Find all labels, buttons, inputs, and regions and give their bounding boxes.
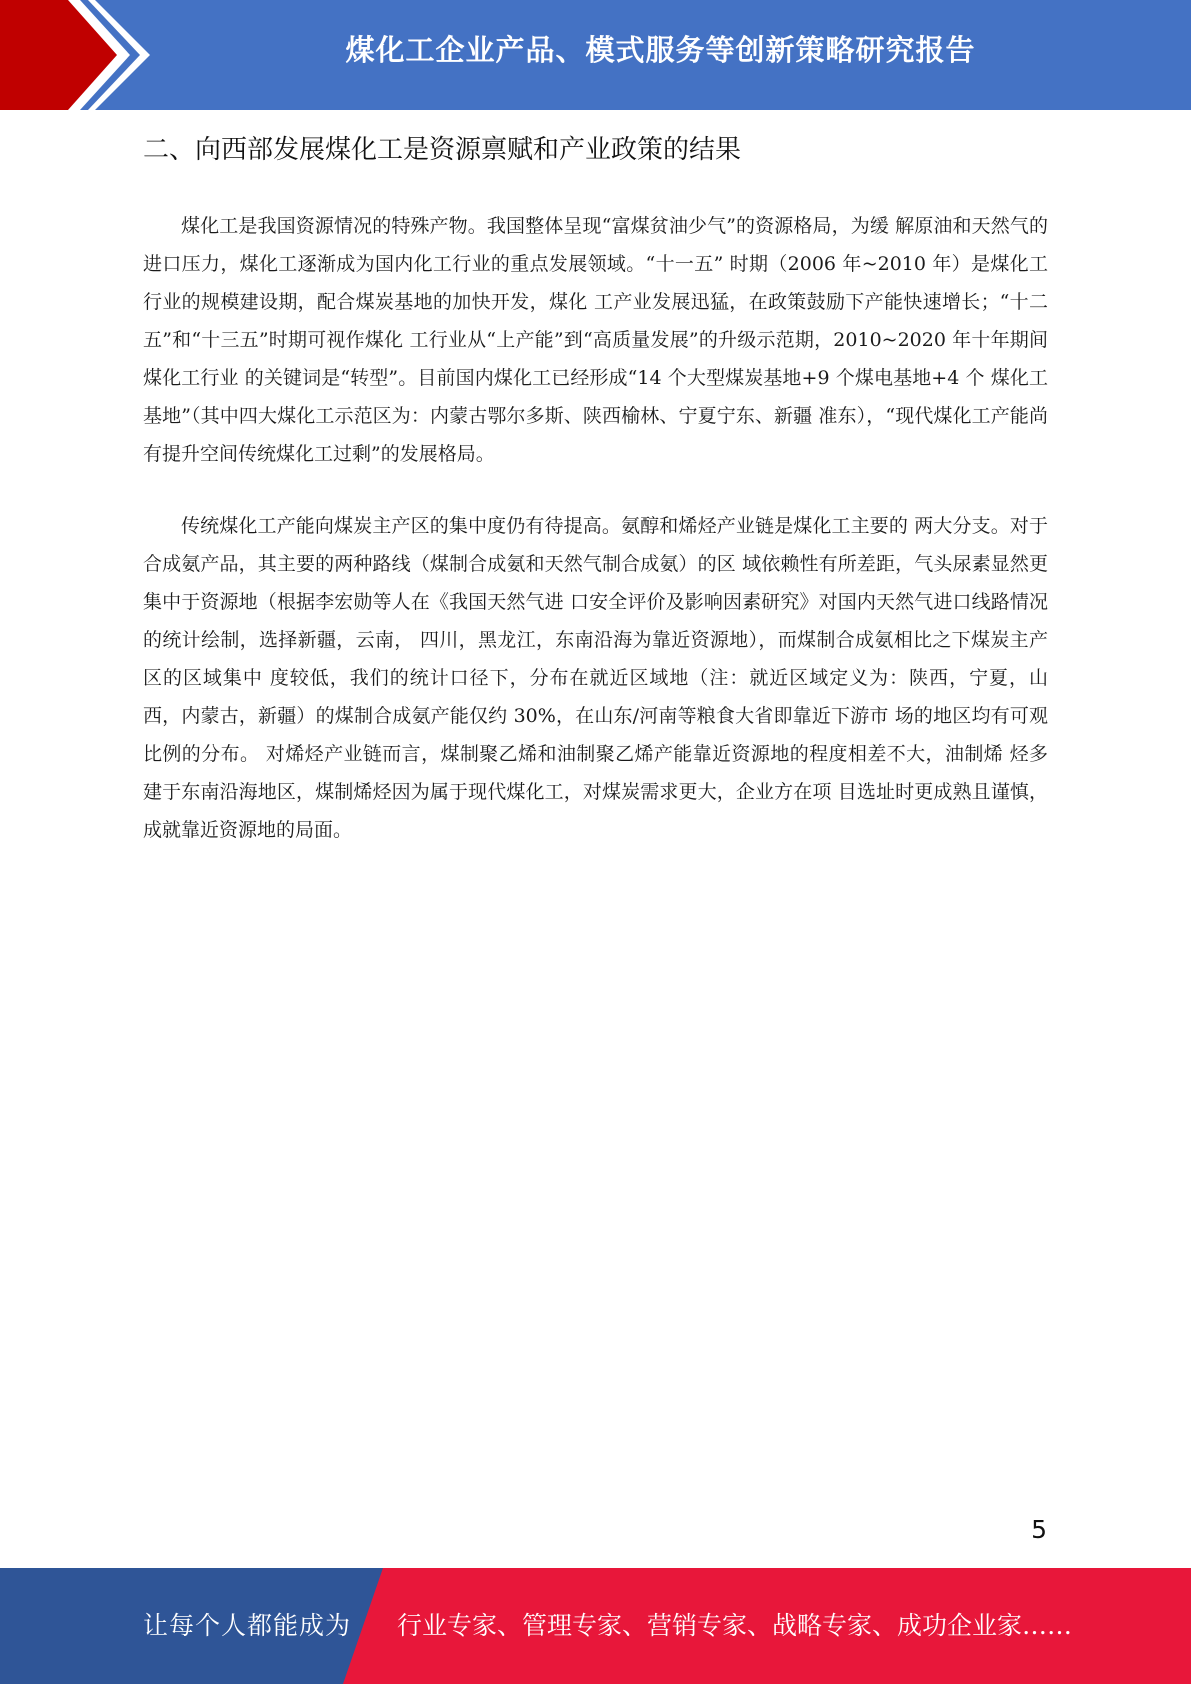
body-paragraph: 煤化工是我国资源情况的特殊产物。我国整体呈现“富煤贫油少气”的资源格局，为缓 解原油和天然气的进口压力，煤化工逐渐成为国内化工行业的重点发展领域。“十一五” 时期（2006 年~2010 年）是煤化工行业的规模建设期，配合煤炭基地的加快开发，煤化 工产业发展迅猛，在政策鼓励下产能快速增长；“十二五”和“十三五”时期可视作煤化 工行业从“上产能”到“高质量发展”的升级示范期，2010~2020 年十年期间煤化工行业 的关键词是“转型”。目前国内煤化工已经形成“14 个大型煤炭基地+9 个煤电基地+4 个 煤化工基地”（其中四大煤化工示范区为：内蒙古鄂尔多斯、陕西榆林、宁夏宁东、新疆 准东），“现代煤化工产能尚有提升空间传统煤化工过剩”的发展格局。 <box>143 215 1048 465</box>
page-number: 5 <box>1031 1515 1047 1544</box>
footer-banner <box>0 1568 1191 1684</box>
report-title: 煤化工企业产品、模式服务等创新策略研究报告 <box>345 33 976 67</box>
header-banner <box>0 0 1191 110</box>
main-content <box>143 125 1048 849</box>
footer-slogan-right: 行业专家、管理专家、营销专家、战略专家、成功企业家…… <box>397 1611 1073 1640</box>
footer-slogan-left: 让每个人都能成为 <box>143 1611 352 1640</box>
section-heading: 二、向西部发展煤化工是资源禀赋和产业政策的结果 <box>143 135 742 165</box>
body-paragraph: 传统煤化工产能向煤炭主产区的集中度仍有待提高。氨醇和烯烃产业链是煤化工主要的 两大分支。对于合成氨产品，其主要的两种路线（煤制合成氨和天然气制合成氨）的区 域依赖性有所差距，气头尿素显然更集中于资源地（根据李宏勋等人在《我国天然气进 口安全评价及影响因素研究》对国内天然气进口线路情况的统计绘制，选择新疆，云南， 四川，黑龙江，东南沿海为靠近资源地），而煤制合成氨相比之下煤炭主产区的区域集中 度较低，我们的统计口径下，分布在就近区域地（注：就近区域定义为：陕西，宁夏，山 西，内蒙古，新疆）的煤制合成氨产能仅约 30%，在山东/河南等粮食大省即靠近下游市 场的地区均有可观比例的分布。 对烯烃产业链而言，煤制聚乙烯和油制聚乙烯产能靠近资源地的程度相差不大，油制烯 烃多建于东南沿海地区，煤制烯烃因为属于现代煤化工，对煤炭需求更大，企业方在项 目选址时更成熟且谨慎，成就靠近资源地的局面。 <box>143 515 1048 841</box>
